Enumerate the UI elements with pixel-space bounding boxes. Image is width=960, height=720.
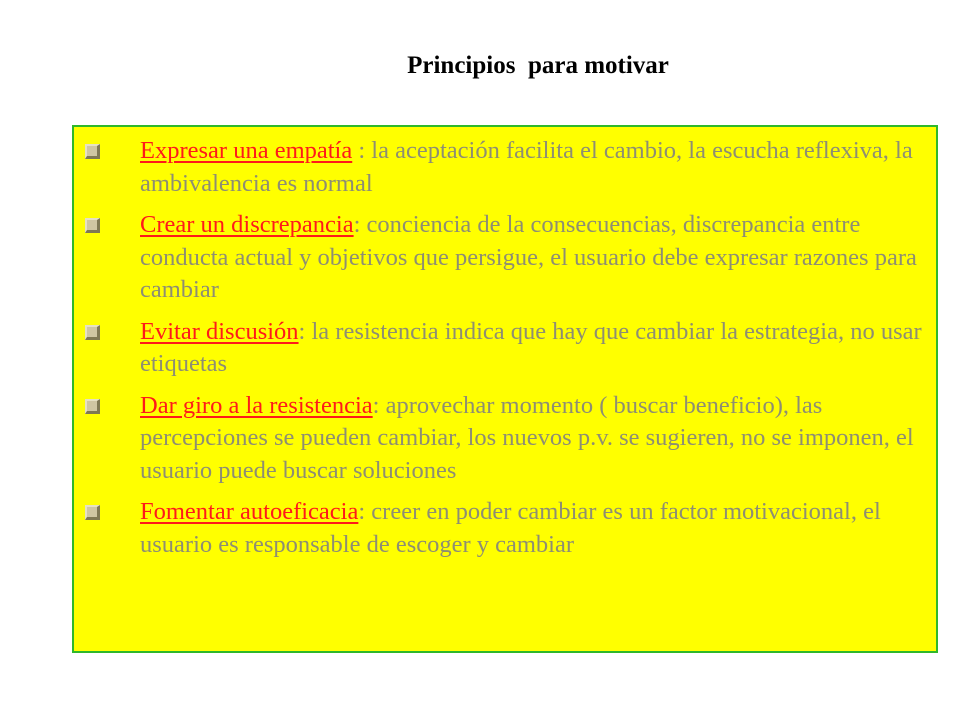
principle-term: Crear un discrepancia [140,211,354,238]
principle-description: aprovechar momento ( buscar beneficio), las percepciones se pueden cambiar, los nuevos p.v. se sugieren, no se imponen, el usuario puede buscar soluciones [140,391,914,484]
principle-term: Evitar discusión [140,317,299,345]
principle-text [140,135,926,200]
principle-item [74,496,926,561]
principle-item [74,390,926,488]
bullet [74,390,140,422]
checkbox-bullet-icon [85,505,100,520]
principle-text [140,209,926,307]
principle-term: Expresar una empatía [140,137,353,164]
principle-separator: : [298,317,306,345]
checkbox-bullet-icon [85,218,100,233]
principle-separator: : [358,498,366,525]
bullet [74,135,140,167]
principle-separator: : [372,391,380,419]
slide-title: Principios para motivar [407,52,669,79]
principle-description: conciencia de la consecuencias, discrepancia entre conducta actual y objetivos que persigue, el usuario debe expresar razones para cambiar [140,211,917,303]
principle-item [74,209,926,307]
checkbox-bullet-icon [85,399,100,414]
checkbox-bullet-icon [85,325,100,340]
principle-text [140,316,926,381]
principle-separator: : [352,137,372,164]
principle-term: Dar giro a la resistencia [140,391,373,419]
principle-term: Fomentar autoeficacia [140,498,359,525]
bullet [74,316,140,348]
bullet [74,496,140,528]
principle-item [74,135,926,200]
principle-separator: : [353,211,361,238]
principle-description: creer en poder cambiar es un factor motivacional, el usuario es responsable de escoger y cambiar [140,498,881,558]
bullet [74,209,140,241]
principle-text [140,390,926,488]
principle-text [140,496,926,561]
checkbox-bullet-icon [85,144,100,159]
principle-item [74,316,926,381]
principle-description: la aceptación facilita el cambio, la escucha reflexiva, la ambivalencia es normal [140,137,913,197]
principle-description: la resistencia indica que hay que cambiar la estrategia, no usar etiquetas [140,317,922,377]
principles-box [72,125,938,653]
